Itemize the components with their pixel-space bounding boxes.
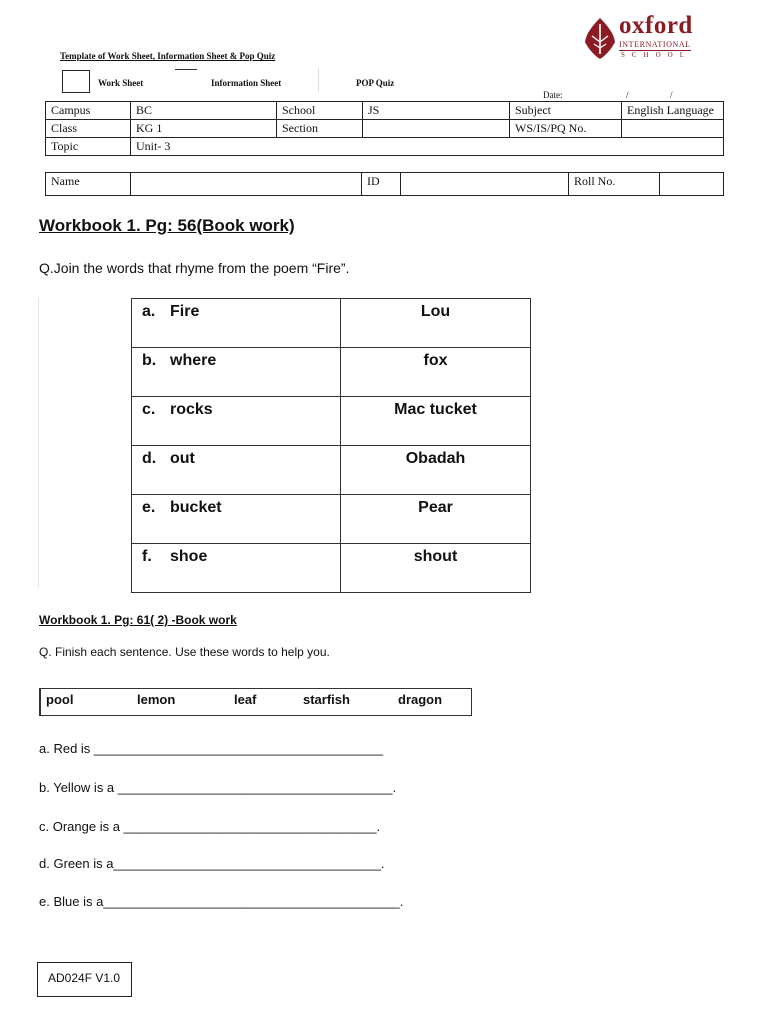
- subject-label: Subject: [510, 102, 622, 120]
- template-title: Template of Work Sheet, Information Sheet & Pop Quiz: [60, 51, 276, 61]
- rhyme-left-cell[interactable]: [132, 446, 341, 495]
- sentence-e[interactable]: e. Blue is a_________________________________________.: [39, 894, 404, 909]
- rhyme-right-word[interactable]: fox: [341, 348, 531, 397]
- subject-value[interactable]: English Language: [622, 102, 724, 120]
- info-row: [46, 138, 724, 156]
- rhyme-left-cell[interactable]: [132, 544, 341, 593]
- rhyme-left-word: Fire: [170, 303, 200, 320]
- date-sep-1: /: [626, 90, 629, 100]
- rhyme-left-word: rocks: [170, 401, 213, 418]
- sentence-c[interactable]: c. Orange is a ___________________________________.: [39, 819, 381, 834]
- info-row: [46, 120, 724, 138]
- rhyme-left-word: shoe: [170, 548, 208, 565]
- word-bank-item: pool: [46, 692, 74, 707]
- word-bank-item: lemon: [137, 692, 176, 707]
- topic-value[interactable]: Unit- 3: [131, 138, 724, 156]
- date-label: Date:: [543, 90, 563, 100]
- name-label: Name: [46, 173, 131, 196]
- class-value[interactable]: KG 1: [131, 120, 277, 138]
- rhyme-right-word[interactable]: shout: [341, 544, 531, 593]
- option-work-sheet: Work Sheet: [98, 78, 144, 88]
- rhyme-row: [132, 495, 531, 544]
- sentence-a[interactable]: a. Red is ________________________________________: [39, 741, 384, 756]
- word-bank-item: leaf: [234, 692, 257, 707]
- rhyme-row: [132, 299, 531, 348]
- option-information-sheet: Information Sheet: [211, 78, 282, 88]
- rhyme-right-word[interactable]: Obadah: [341, 446, 531, 495]
- rhyme-left-cell[interactable]: [132, 348, 341, 397]
- school-label: School: [277, 102, 363, 120]
- section-label: Section: [277, 120, 363, 138]
- rhyme-left-cell[interactable]: [132, 495, 341, 544]
- section1-question: Q.Join the words that rhyme from the poem “Fire”.: [39, 260, 350, 276]
- info-table: [45, 101, 724, 156]
- rhyme-left-cell[interactable]: [132, 397, 341, 446]
- rhyme-left-word: bucket: [170, 499, 222, 516]
- rhyme-right-word[interactable]: Pear: [341, 495, 531, 544]
- document-code: AD024F V1.0: [48, 971, 121, 985]
- section2-question: Q. Finish each sentence. Use these words to help you.: [39, 645, 330, 659]
- worksheet-checkbox[interactable]: [62, 70, 90, 93]
- margin-line: [38, 298, 39, 588]
- rhyme-row: [132, 397, 531, 446]
- id-label: ID: [362, 173, 401, 196]
- section2-heading: Workbook 1. Pg: 61( 2) -Book work: [39, 613, 237, 627]
- document-code-box: [37, 962, 132, 997]
- logo-international: INTERNATIONAL: [619, 40, 691, 49]
- header-rule: [175, 69, 197, 70]
- date-sep-2: /: [670, 90, 673, 100]
- rhyme-table: [131, 298, 531, 593]
- rhyme-row: [132, 544, 531, 593]
- id-field[interactable]: [401, 173, 569, 196]
- rhyme-right-word[interactable]: Lou: [341, 299, 531, 348]
- rhyme-letter: a.: [142, 303, 156, 320]
- sentence-b[interactable]: b. Yellow is a ______________________________________.: [39, 780, 397, 795]
- word-bank-item: dragon: [398, 692, 443, 707]
- class-label: Class: [46, 120, 131, 138]
- ws-no-label: WS/IS/PQ No.: [510, 120, 622, 138]
- section1-heading: Workbook 1. Pg: 56(Book work): [39, 216, 295, 235]
- student-row: [46, 173, 724, 196]
- rhyme-letter: e.: [142, 499, 156, 516]
- rhyme-left-word: where: [170, 352, 217, 369]
- rhyme-row: [132, 348, 531, 397]
- logo-school: SCHOOL: [621, 51, 692, 59]
- crest-icon: [583, 16, 617, 60]
- rhyme-letter: f.: [142, 548, 152, 565]
- roll-no-field[interactable]: [660, 173, 724, 196]
- rhyme-letter: c.: [142, 401, 156, 418]
- ws-no-value[interactable]: [622, 120, 724, 138]
- option-pop-quiz: POP Quiz: [356, 78, 395, 88]
- info-row: [46, 102, 724, 120]
- word-bank-item: starfish: [303, 692, 350, 707]
- oxford-logo: [583, 12, 693, 60]
- topic-label: Topic: [46, 138, 131, 156]
- name-field[interactable]: [131, 173, 362, 196]
- rhyme-letter: b.: [142, 352, 157, 369]
- campus-value[interactable]: BC: [131, 102, 277, 120]
- logo-word: oxford: [619, 12, 693, 39]
- student-table: [45, 172, 724, 196]
- school-value[interactable]: JS: [363, 102, 510, 120]
- word-bank: [39, 688, 472, 716]
- section-value[interactable]: [363, 120, 510, 138]
- rhyme-left-word: out: [170, 450, 195, 467]
- sentence-d[interactable]: d. Green is a_____________________________________.: [39, 856, 385, 871]
- rhyme-row: [132, 446, 531, 495]
- rhyme-right-word[interactable]: Mac tucket: [341, 397, 531, 446]
- campus-label: Campus: [46, 102, 131, 120]
- roll-no-label: Roll No.: [569, 173, 660, 196]
- rhyme-letter: d.: [142, 450, 157, 467]
- rhyme-left-cell[interactable]: [132, 299, 341, 348]
- option-divider: [318, 68, 319, 92]
